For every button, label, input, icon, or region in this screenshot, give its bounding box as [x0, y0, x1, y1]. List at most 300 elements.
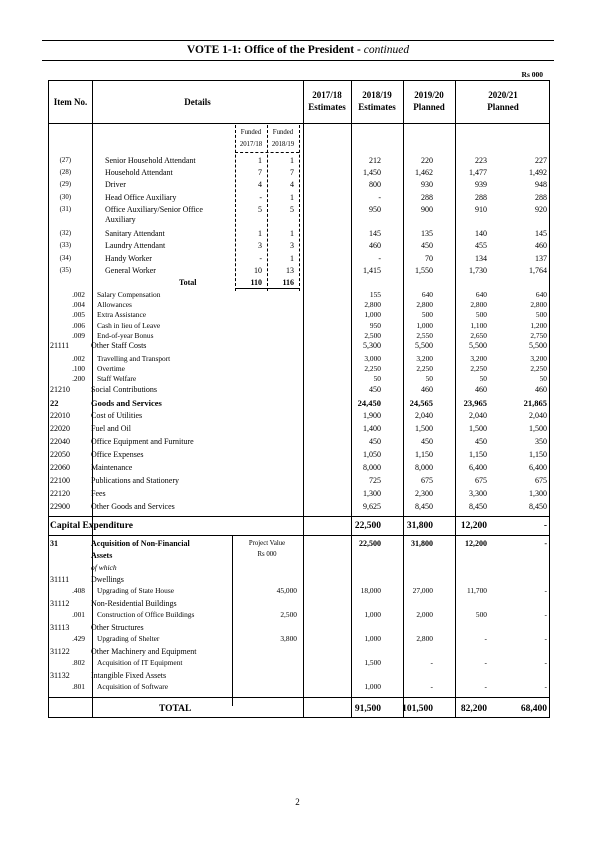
value-cell: 2,800 — [530, 300, 547, 310]
item-code: 31111 — [50, 574, 70, 584]
value-cell: 500 — [475, 609, 487, 619]
line-item-row — [49, 385, 549, 395]
item-code: 22900 — [50, 501, 70, 511]
row-label: Publications and Stationery — [91, 475, 179, 485]
row-label: Cost of Utilities — [91, 410, 143, 420]
value-cell: 288 — [421, 192, 433, 202]
capital-item-row — [49, 575, 549, 585]
row-label: Other Goods and Services — [91, 501, 175, 511]
row-index: (33) — [59, 242, 71, 250]
staff-row — [49, 254, 549, 264]
row-label: Assets — [91, 550, 113, 560]
value-cell: 939 — [475, 180, 487, 190]
line-item-row — [49, 476, 549, 486]
row-label: Overtime — [97, 364, 125, 374]
staff-row — [49, 193, 549, 203]
item-code: 31132 — [50, 670, 70, 680]
value-cell: 8,000 — [363, 462, 381, 472]
row-index: (34) — [59, 254, 71, 262]
row-index: (30) — [59, 193, 71, 201]
value-cell: 227 — [535, 156, 547, 165]
value-cell: 450 — [369, 436, 381, 446]
item-code: .408 — [72, 585, 85, 595]
row-label: Handy Worker — [105, 253, 152, 263]
funded-1: 3 — [258, 241, 262, 251]
value-cell: 640 — [421, 290, 433, 299]
row-label: Staff Welfare — [97, 374, 137, 384]
item-code: .006 — [72, 320, 85, 330]
value-cell: 3,200 — [416, 354, 433, 363]
item-code: .429 — [72, 633, 85, 643]
value-cell: 460 — [535, 384, 547, 394]
value-cell: 930 — [421, 180, 433, 190]
capital-item-row — [49, 671, 549, 681]
value-cell: 21,865 — [523, 397, 547, 408]
project-value: 3,800 — [280, 633, 297, 643]
value-cell: - — [378, 253, 381, 263]
row-label: Allowances — [97, 300, 132, 310]
funded-1: - — [259, 253, 262, 263]
capital-item-row — [49, 658, 549, 668]
value-cell: 24,565 — [409, 397, 433, 408]
item-code: .002 — [72, 354, 85, 363]
item-code: .004 — [72, 300, 85, 310]
value-cell: 8,450 — [415, 501, 433, 511]
value-cell: 910 — [475, 204, 487, 214]
row-label: Fuel and Oil — [91, 423, 131, 433]
funded-2: 1 — [290, 253, 294, 263]
value-cell: 68,400 — [520, 703, 547, 714]
value-cell: 950 — [369, 204, 381, 214]
funded-2: 13 — [286, 265, 294, 275]
value-cell: 23,965 — [463, 397, 487, 408]
value-cell: 31,800 — [406, 520, 433, 531]
col-2017: 2017/18 Estimates — [308, 90, 346, 112]
value-cell: 2,800 — [364, 300, 381, 310]
value-cell: 22,500 — [354, 520, 381, 531]
value-cell: 137 — [535, 253, 547, 263]
row-label: Sanitary Attendant — [105, 229, 165, 239]
funded-1: 10 — [254, 265, 262, 275]
value-cell: 1,150 — [415, 449, 433, 459]
row-label: Office Equipment and Furniture — [91, 436, 194, 446]
value-cell: 220 — [421, 156, 433, 165]
value-cell: - — [544, 609, 547, 619]
funded-1: 1 — [258, 156, 262, 165]
funded-2: 1 — [290, 156, 294, 165]
value-cell: 1,050 — [363, 449, 381, 459]
value-cell: 2,800 — [470, 300, 487, 310]
row-index: (27) — [59, 157, 71, 164]
value-cell: 920 — [535, 204, 547, 214]
value-cell: 135 — [421, 229, 433, 239]
col-details: Details — [184, 97, 211, 107]
row-index: (35) — [59, 266, 71, 274]
value-cell: 145 — [369, 229, 381, 239]
value-cell: 12,200 — [460, 520, 487, 531]
row-label: Goods and Services — [91, 397, 162, 408]
title-rule — [42, 60, 554, 61]
value-cell: 450 — [421, 241, 433, 251]
value-cell: 1,492 — [529, 168, 547, 178]
line-item-row — [49, 321, 549, 331]
line-item-row — [49, 354, 549, 364]
row-label: TOTAL — [159, 703, 192, 714]
value-cell: 91,500 — [354, 703, 381, 714]
value-cell: 1,300 — [529, 488, 547, 498]
value-cell: 27,000 — [412, 585, 433, 595]
value-cell: 948 — [535, 180, 547, 190]
value-cell: 8,450 — [469, 501, 487, 511]
value-cell: 500 — [421, 310, 433, 320]
value-cell: 1,200 — [530, 320, 547, 330]
col-item-no: Item No. — [53, 97, 88, 107]
value-cell: 22,500 — [359, 538, 381, 548]
line-item-row — [49, 341, 549, 351]
funded-1: 1 — [258, 229, 262, 239]
total-row — [49, 704, 549, 714]
staff-row — [49, 241, 549, 251]
capital-expenditure-row — [49, 521, 549, 531]
value-cell: 1,500 — [469, 423, 487, 433]
capital-item-row — [49, 634, 549, 644]
value-cell: 450 — [369, 384, 381, 394]
value-cell: 950 — [369, 320, 381, 330]
value-cell: 900 — [421, 204, 433, 214]
row-index: (31) — [59, 205, 71, 213]
value-cell: 5,500 — [415, 341, 433, 350]
value-cell: 5,300 — [363, 341, 381, 350]
budget-table — [48, 80, 550, 718]
value-cell: 1,000 — [364, 681, 381, 691]
value-cell: 1,764 — [529, 265, 547, 275]
value-cell: 800 — [369, 180, 381, 190]
value-cell: 1,500 — [529, 423, 547, 433]
row-label: Office Expenses — [91, 449, 144, 459]
value-cell: - — [484, 657, 487, 667]
value-cell: 1,500 — [364, 657, 381, 667]
value-cell: 1,150 — [469, 449, 487, 459]
item-code: .005 — [72, 310, 85, 320]
line-item-row — [49, 411, 549, 421]
value-cell: 2,040 — [415, 410, 433, 420]
value-cell: 1,550 — [415, 265, 433, 275]
line-item-row — [49, 331, 549, 341]
value-cell: 2,250 — [470, 364, 487, 374]
value-cell: 31,800 — [411, 538, 433, 548]
item-code: 22 — [50, 397, 59, 408]
value-cell: 1,150 — [529, 449, 547, 459]
value-cell: 460 — [475, 384, 487, 394]
project-value: 45,000 — [276, 585, 297, 595]
value-cell: 2,300 — [415, 488, 433, 498]
value-cell: 11,700 — [466, 585, 487, 595]
funded-2: 116 — [282, 278, 294, 287]
funded-2: 5 — [290, 204, 294, 214]
value-cell: 50 — [479, 374, 487, 384]
row-label: Upgrading of State House — [97, 585, 174, 595]
value-cell: 725 — [369, 475, 381, 485]
value-cell: 2,250 — [416, 364, 433, 374]
capital-item-row — [49, 623, 549, 633]
value-cell: 288 — [535, 192, 547, 202]
item-code: .002 — [72, 290, 85, 299]
value-cell: 2,650 — [470, 330, 487, 340]
item-code: .100 — [72, 364, 85, 374]
row-label: Cash in lieu of Leave — [97, 320, 161, 330]
project-value: 2,500 — [280, 609, 297, 619]
capital-item-row — [49, 610, 549, 620]
row-label: of which — [91, 562, 117, 572]
value-cell: 455 — [475, 241, 487, 251]
value-cell: 18,000 — [360, 585, 381, 595]
value-cell: - — [544, 681, 547, 691]
row-label: Acquisition of Non-Financial — [91, 538, 190, 548]
line-item-row — [49, 398, 549, 408]
item-code: 22100 — [50, 475, 70, 485]
item-code: .009 — [72, 330, 85, 340]
row-label: Construction of Office Buildings — [97, 609, 195, 619]
unit-label: Rs 000 — [521, 70, 543, 79]
value-cell: 82,200 — [460, 703, 487, 714]
page-number: 2 — [295, 797, 300, 807]
value-cell: 2,800 — [416, 300, 433, 310]
row-label: Maintenance — [91, 462, 133, 472]
row-label: Intangible Fixed Assets — [91, 670, 167, 680]
value-cell: 675 — [535, 475, 547, 485]
value-cell: 350 — [535, 436, 547, 446]
value-cell: 288 — [475, 192, 487, 202]
value-cell: - — [484, 633, 487, 643]
value-cell: 450 — [475, 436, 487, 446]
value-cell: 2,750 — [530, 330, 547, 340]
value-cell: 1,730 — [469, 265, 487, 275]
staff-row — [49, 229, 549, 239]
capital-item-row — [49, 647, 549, 657]
value-cell: 1,000 — [364, 633, 381, 643]
value-cell: 640 — [475, 290, 487, 299]
value-cell: 460 — [535, 241, 547, 251]
funded-2: 7 — [290, 168, 294, 178]
staff-total-row — [49, 278, 549, 288]
value-cell: 2,040 — [529, 410, 547, 420]
row-label: End-of-year Bonus — [97, 330, 154, 340]
value-cell: 5,500 — [529, 341, 547, 350]
value-cell: 70 — [425, 253, 433, 263]
line-item-row — [49, 290, 549, 300]
funded-1: 7 — [258, 168, 262, 178]
project-value-unit: Rs 000 — [257, 550, 277, 558]
top-rule — [42, 40, 554, 41]
row-label: Acquisition of IT Equipment — [97, 657, 183, 667]
item-code: 31122 — [50, 646, 70, 656]
line-item-row — [49, 374, 549, 384]
value-cell: 1,400 — [363, 423, 381, 433]
line-item-row — [49, 364, 549, 374]
row-label: Other Machinery and Equipment — [91, 646, 197, 656]
line-item-row — [49, 437, 549, 447]
funded-1: 5 — [258, 204, 262, 214]
value-cell: 500 — [535, 310, 547, 320]
value-cell: 50 — [425, 374, 433, 384]
line-item-row — [49, 450, 549, 460]
project-value-label: Project Value — [248, 539, 286, 547]
col-2018: 2018/19 Estimates — [358, 90, 396, 112]
value-cell: 50 — [539, 374, 547, 384]
row-label: Senior Household Attendant — [105, 156, 196, 165]
row-label: Travelling and Transport — [97, 354, 171, 363]
value-cell: - — [544, 657, 547, 667]
row-label: Total — [179, 278, 197, 287]
value-cell: - — [484, 681, 487, 691]
row-label: Non-Residential Buildings — [91, 598, 177, 608]
item-code: .200 — [72, 374, 85, 384]
staff-row — [49, 266, 549, 276]
staff-row — [49, 204, 549, 224]
funded-header-1: Funded 2017/18 — [239, 129, 263, 148]
value-cell: 1,900 — [363, 410, 381, 420]
value-cell: 101,500 — [402, 703, 433, 714]
value-cell: 2,250 — [530, 364, 547, 374]
item-code: 22060 — [50, 462, 70, 472]
value-cell: - — [544, 633, 547, 643]
row-label: Acquisition of Software — [97, 681, 169, 691]
row-label: Other Staff Costs — [91, 341, 147, 350]
value-cell: 3,000 — [364, 354, 381, 363]
value-cell: 50 — [373, 374, 381, 384]
row-label: Laundry Attendant — [105, 241, 166, 251]
value-cell: 212 — [369, 156, 381, 165]
value-cell: 6,400 — [529, 462, 547, 472]
item-code: .801 — [72, 681, 85, 691]
row-label: Upgrading of Shelter — [97, 633, 160, 643]
value-cell: 2,250 — [364, 364, 381, 374]
row-label: Extra Assistance — [97, 310, 147, 320]
row-label: Capital Expenditure — [50, 520, 133, 531]
row-label: Fees — [91, 488, 106, 498]
item-code: 22010 — [50, 410, 70, 420]
value-cell: 1,100 — [470, 320, 487, 330]
item-code: 31113 — [50, 622, 70, 632]
item-code: .802 — [72, 657, 85, 667]
funded-1: 110 — [250, 278, 262, 287]
value-cell: 24,450 — [357, 397, 381, 408]
value-cell: 675 — [475, 475, 487, 485]
funded-2: 1 — [290, 192, 294, 202]
row-label: Household Attendant — [105, 168, 173, 178]
value-cell: 500 — [475, 310, 487, 320]
row-label: Other Structures — [91, 622, 144, 632]
item-code: 21111 — [50, 341, 70, 350]
staff-row — [49, 156, 549, 166]
value-cell: 145 — [535, 229, 547, 239]
capital-item-row — [49, 586, 549, 596]
value-cell: 1,415 — [363, 265, 381, 275]
row-label: Salary Compensation — [97, 290, 161, 299]
value-cell: 2,040 — [469, 410, 487, 420]
value-cell: 5,500 — [469, 341, 487, 350]
value-cell: 450 — [421, 436, 433, 446]
row-label: Head Office Auxiliary — [105, 192, 177, 202]
line-item-row — [49, 502, 549, 512]
row-label: Driver — [105, 180, 126, 190]
value-cell: 460 — [369, 241, 381, 251]
line-item-row — [49, 424, 549, 434]
value-cell: 1,000 — [364, 310, 381, 320]
value-cell: - — [430, 681, 433, 691]
value-cell: 1,500 — [415, 423, 433, 433]
value-cell: - — [544, 585, 547, 595]
line-item-row — [49, 310, 549, 320]
value-cell: 3,300 — [469, 488, 487, 498]
item-code: 31 — [50, 538, 58, 548]
value-cell: 675 — [421, 475, 433, 485]
row-index: (29) — [59, 181, 71, 189]
value-cell: 1,477 — [469, 168, 487, 178]
col-2019: 2019/20 Planned — [413, 90, 445, 112]
row-label: Auxiliary — [105, 214, 136, 224]
value-cell: 2,000 — [416, 609, 433, 619]
value-cell: - — [544, 538, 547, 548]
value-cell: 223 — [475, 156, 487, 165]
item-code: 22050 — [50, 449, 70, 459]
value-cell: 8,450 — [529, 501, 547, 511]
row-index: (28) — [59, 169, 71, 177]
value-cell: - — [543, 520, 547, 531]
funded-header-2: Funded 2018/19 — [271, 129, 295, 148]
value-cell: 1,000 — [364, 609, 381, 619]
item-code: 22120 — [50, 488, 70, 498]
of-which-row — [49, 563, 549, 573]
value-cell: 2,800 — [416, 633, 433, 643]
col-2020: 2020/21 Planned — [487, 90, 519, 112]
page-title: VOTE 1-1: Office of the President - continued — [186, 44, 410, 56]
row-label: Social Contributions — [91, 384, 157, 394]
value-cell: - — [430, 657, 433, 667]
line-item-row — [49, 300, 549, 310]
value-cell: 9,625 — [363, 501, 381, 511]
value-cell: 1,450 — [363, 168, 381, 178]
capital-item-row — [49, 682, 549, 692]
item-code: 31112 — [50, 598, 70, 608]
row-label: Office Auxiliary/Senior Office — [105, 204, 203, 214]
staff-row — [49, 180, 549, 190]
item-code: 22040 — [50, 436, 70, 446]
value-cell: - — [378, 192, 381, 202]
value-cell: 3,200 — [470, 354, 487, 363]
value-cell: 3,200 — [530, 354, 547, 363]
value-cell: 134 — [475, 253, 487, 263]
value-cell: 6,400 — [469, 462, 487, 472]
value-cell: 640 — [535, 290, 547, 299]
line-item-row — [49, 463, 549, 473]
row-label: Dwellings — [91, 574, 124, 584]
funded-1: 4 — [258, 180, 262, 190]
funded-1: - — [259, 192, 262, 202]
line-item-row — [49, 489, 549, 499]
value-cell: 140 — [475, 229, 487, 239]
item-code: 21210 — [50, 384, 70, 394]
value-cell: 12,200 — [465, 538, 487, 548]
item-code: .001 — [72, 609, 85, 619]
item-code: 22020 — [50, 423, 70, 433]
value-cell: 2,550 — [416, 330, 433, 340]
funded-2: 4 — [290, 180, 294, 190]
row-label: General Worker — [105, 265, 156, 275]
value-cell: 1,462 — [415, 168, 433, 178]
value-cell: 8,000 — [415, 462, 433, 472]
value-cell: 1,300 — [363, 488, 381, 498]
